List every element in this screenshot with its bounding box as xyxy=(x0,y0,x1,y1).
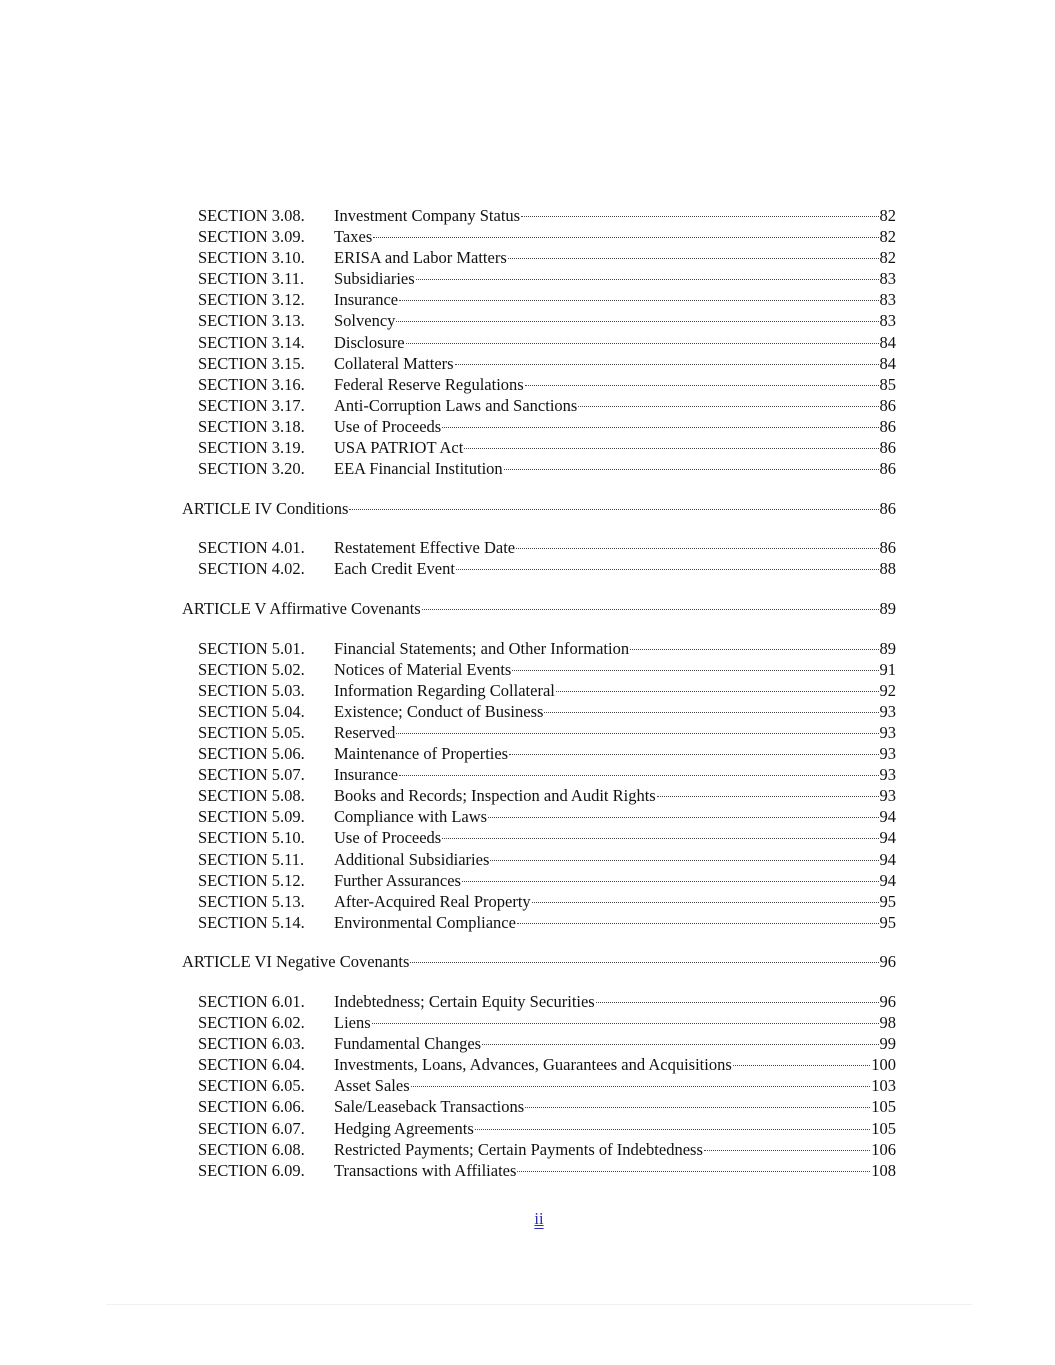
toc-section-entry[interactable] xyxy=(182,332,896,353)
dot-leader xyxy=(525,1107,870,1108)
toc-section-entry[interactable] xyxy=(182,268,896,289)
section-title: Hedging Agreements xyxy=(334,1118,474,1138)
dot-leader xyxy=(544,712,878,713)
section-number: SECTION 6.08. xyxy=(198,1139,305,1159)
dot-leader xyxy=(517,923,879,924)
section-number: SECTION 5.12. xyxy=(198,870,305,890)
page-reference: 106 xyxy=(871,1139,896,1159)
page-reference: 93 xyxy=(879,744,896,764)
page-reference: 88 xyxy=(879,559,896,579)
dot-leader xyxy=(442,427,878,428)
section-number: SECTION 3.08. xyxy=(198,206,305,225)
section-number: SECTION 5.11. xyxy=(198,849,305,869)
section-number: SECTION 5.14. xyxy=(198,912,305,932)
dot-leader xyxy=(504,469,879,470)
section-number: SECTION 6.07. xyxy=(198,1118,305,1138)
section-number: SECTION 5.01. xyxy=(198,638,305,658)
section-title: Information Regarding Collateral xyxy=(334,680,555,700)
page-reference: 95 xyxy=(879,891,896,911)
page-reference: 82 xyxy=(879,227,896,247)
section-title: Disclosure xyxy=(334,332,405,352)
section-title: Use of Proceeds xyxy=(334,416,442,436)
page-reference: 100 xyxy=(871,1055,896,1075)
page-reference: 95 xyxy=(879,912,896,932)
section-number: SECTION 5.09. xyxy=(198,807,305,827)
page-reference: 94 xyxy=(879,828,896,848)
section-number: SECTION 6.04. xyxy=(198,1055,305,1075)
section-title: Maintenance of Properties xyxy=(334,744,509,764)
toc-section-entry[interactable] xyxy=(182,374,896,395)
section-number: SECTION 5.13. xyxy=(198,891,305,911)
toc-section-entry[interactable] xyxy=(182,806,896,827)
page-reference: 83 xyxy=(879,311,896,331)
dot-leader xyxy=(516,548,878,549)
section-title: Fundamental Changes xyxy=(334,1034,482,1054)
toc-section-entry[interactable] xyxy=(182,558,896,579)
page-reference: 85 xyxy=(879,374,896,394)
page-reference: 86 xyxy=(879,538,896,558)
page-reference: 92 xyxy=(879,680,896,700)
toc-section-entry[interactable] xyxy=(182,891,896,912)
dot-leader xyxy=(456,569,879,570)
toc-section-entry[interactable] xyxy=(182,1096,896,1117)
dot-leader xyxy=(517,1171,870,1172)
page-reference: 96 xyxy=(879,952,896,972)
toc-section-entry[interactable] xyxy=(182,247,896,268)
dot-leader xyxy=(488,817,878,818)
section-title: Reserved xyxy=(334,722,396,742)
section-number: SECTION 3.20. xyxy=(198,459,305,479)
article-title: ARTICLE IV Conditions xyxy=(182,498,349,518)
section-number: SECTION 5.05. xyxy=(198,722,305,742)
section-title: Investments, Loans, Advances, Guarantees and Acquisitions xyxy=(334,1055,732,1075)
page-reference: 86 xyxy=(879,459,896,479)
page-reference: 91 xyxy=(879,659,896,679)
page-reference: 93 xyxy=(879,701,896,721)
page-reference: 83 xyxy=(879,269,896,289)
dot-leader xyxy=(556,691,879,692)
toc-section-entry[interactable] xyxy=(182,437,896,458)
section-title: Compliance with Laws xyxy=(334,807,488,827)
section-title: Financial Statements; and Other Information xyxy=(334,638,630,658)
section-number: SECTION 3.10. xyxy=(198,248,305,268)
dot-leader xyxy=(596,1002,879,1003)
dot-leader xyxy=(411,1086,871,1087)
toc-section-entry[interactable] xyxy=(182,991,896,1012)
section-title: After-Acquired Real Property xyxy=(334,891,531,911)
section-title: Insurance xyxy=(334,765,399,785)
page-reference: 82 xyxy=(879,206,896,225)
page-reference: 103 xyxy=(871,1076,896,1096)
toc-section-entry[interactable] xyxy=(182,785,896,806)
dot-leader xyxy=(657,796,879,797)
dot-leader xyxy=(630,649,878,650)
dot-leader xyxy=(704,1150,870,1151)
section-number: SECTION 4.01. xyxy=(198,538,305,558)
section-number: SECTION 5.04. xyxy=(198,701,305,721)
page-reference: 105 xyxy=(871,1118,896,1138)
section-title: Solvency xyxy=(334,311,396,331)
page-reference: 93 xyxy=(879,786,896,806)
dot-leader xyxy=(422,609,879,610)
page-reference: 105 xyxy=(871,1097,896,1117)
section-title: Anti-Corruption Laws and Sanctions xyxy=(334,395,578,415)
section-number: SECTION 6.05. xyxy=(198,1076,305,1096)
page-reference: 108 xyxy=(871,1160,896,1180)
toc-section-entry[interactable] xyxy=(182,849,896,870)
page-reference: 99 xyxy=(879,1034,896,1054)
dot-leader xyxy=(462,881,879,882)
page-reference: 86 xyxy=(879,438,896,458)
section-title: Indebtedness; Certain Equity Securities xyxy=(334,992,595,1011)
dot-leader xyxy=(532,902,879,903)
section-title: Asset Sales xyxy=(334,1076,410,1096)
dot-leader xyxy=(396,733,878,734)
toc-section-entry[interactable] xyxy=(182,638,896,659)
toc-section-entry[interactable] xyxy=(182,1033,896,1054)
section-number: SECTION 3.11. xyxy=(198,269,305,289)
section-title: Notices of Material Events xyxy=(334,659,512,679)
page-reference: 86 xyxy=(879,395,896,415)
page-reference: 84 xyxy=(879,332,896,352)
dot-leader xyxy=(525,385,879,386)
section-number: SECTION 3.14. xyxy=(198,332,305,352)
dot-leader xyxy=(578,406,878,407)
section-number: SECTION 3.09. xyxy=(198,227,305,247)
toc-section-entry[interactable] xyxy=(182,743,896,764)
toc-section-entry[interactable] xyxy=(182,537,896,558)
page-number-link[interactable]: ii xyxy=(534,1209,544,1228)
dot-leader xyxy=(416,279,879,280)
section-title: Collateral Matters xyxy=(334,353,454,373)
section-title: Additional Subsidiaries xyxy=(334,849,490,869)
dot-leader xyxy=(373,237,878,238)
table-of-contents xyxy=(182,205,896,1181)
toc-section-entry[interactable] xyxy=(182,1160,896,1181)
toc-section-entry[interactable] xyxy=(182,353,896,374)
toc-section-entry[interactable] xyxy=(182,395,896,416)
dot-leader xyxy=(410,962,878,963)
page-reference: 98 xyxy=(879,1013,896,1033)
section-number: SECTION 3.13. xyxy=(198,311,305,331)
section-number: SECTION 6.02. xyxy=(198,1013,305,1033)
toc-section-entry[interactable] xyxy=(182,416,896,437)
section-title: EEA Financial Institution xyxy=(334,459,503,479)
toc-section-entry[interactable] xyxy=(182,722,896,743)
section-title: Existence; Conduct of Business xyxy=(334,701,544,721)
section-number: SECTION 6.06. xyxy=(198,1097,305,1117)
article-title: ARTICLE VI Negative Covenants xyxy=(182,952,410,972)
toc-section-entry[interactable] xyxy=(182,912,896,933)
section-title: ERISA and Labor Matters xyxy=(334,248,507,268)
section-number: SECTION 6.09. xyxy=(198,1160,305,1180)
section-title: Use of Proceeds xyxy=(334,828,442,848)
section-number: SECTION 4.02. xyxy=(198,559,305,579)
dot-leader xyxy=(349,509,878,510)
page-reference: 86 xyxy=(879,498,896,518)
dot-leader xyxy=(399,775,878,776)
section-title: Liens xyxy=(334,1013,371,1033)
section-number: SECTION 5.07. xyxy=(198,765,305,785)
page-reference: 89 xyxy=(879,599,896,618)
dot-leader xyxy=(442,838,878,839)
section-number: SECTION 3.18. xyxy=(198,416,305,436)
toc-section-entry[interactable] xyxy=(182,289,896,310)
article-title: ARTICLE V Affirmative Covenants xyxy=(182,599,421,618)
page-reference: 89 xyxy=(879,638,896,658)
toc-section-entry[interactable] xyxy=(182,310,896,331)
section-number: SECTION 3.15. xyxy=(198,353,305,373)
section-title: Insurance xyxy=(334,290,399,310)
dot-leader xyxy=(509,754,878,755)
section-number: SECTION 3.17. xyxy=(198,395,305,415)
page-reference: 86 xyxy=(879,416,896,436)
section-title: Federal Reserve Regulations xyxy=(334,374,524,394)
section-number: SECTION 6.03. xyxy=(198,1034,305,1054)
dot-leader xyxy=(455,364,879,365)
section-title: Each Credit Event xyxy=(334,559,455,579)
section-title: Books and Records; Inspection and Audit Rights xyxy=(334,786,656,806)
toc-section-entry[interactable] xyxy=(182,205,896,226)
page-reference: 82 xyxy=(879,248,896,268)
toc-section-entry[interactable] xyxy=(182,226,896,247)
toc-article-entry[interactable] xyxy=(182,951,896,972)
toc-section-entry[interactable] xyxy=(182,1075,896,1096)
page-reference: 94 xyxy=(879,870,896,890)
toc-section-entry[interactable] xyxy=(182,764,896,785)
section-title: Sale/Leaseback Transactions xyxy=(334,1097,525,1117)
dot-leader xyxy=(521,216,878,217)
dot-leader xyxy=(482,1044,878,1045)
section-number: SECTION 5.08. xyxy=(198,786,305,806)
toc-section-entry[interactable] xyxy=(182,680,896,701)
toc-section-entry[interactable] xyxy=(182,870,896,891)
section-number: SECTION 5.06. xyxy=(198,744,305,764)
dot-leader xyxy=(475,1129,870,1130)
dot-leader xyxy=(508,258,879,259)
toc-section-entry[interactable] xyxy=(182,1054,896,1075)
toc-section-entry[interactable] xyxy=(182,701,896,722)
page-divider xyxy=(106,1304,972,1305)
dot-leader xyxy=(733,1065,871,1066)
section-title: Investment Company Status xyxy=(334,206,521,225)
section-number: SECTION 3.19. xyxy=(198,438,305,458)
page-reference: 93 xyxy=(879,765,896,785)
section-number: SECTION 5.10. xyxy=(198,828,305,848)
toc-section-entry[interactable] xyxy=(182,1139,896,1160)
toc-section-entry[interactable] xyxy=(182,1012,896,1033)
dot-leader xyxy=(396,321,878,322)
page-reference: 84 xyxy=(879,353,896,373)
toc-section-entry[interactable] xyxy=(182,1118,896,1139)
toc-article-entry[interactable] xyxy=(182,498,896,519)
section-title: Restatement Effective Date xyxy=(334,538,516,558)
dot-leader xyxy=(399,300,878,301)
dot-leader xyxy=(372,1023,879,1024)
section-title: Environmental Compliance xyxy=(334,912,516,932)
section-title: USA PATRIOT Act xyxy=(334,438,464,458)
toc-section-entry[interactable] xyxy=(182,659,896,680)
section-number: SECTION 3.16. xyxy=(198,374,305,394)
toc-section-entry[interactable] xyxy=(182,458,896,479)
section-number: SECTION 5.02. xyxy=(198,659,305,679)
page-reference: 83 xyxy=(879,290,896,310)
section-title: Restricted Payments; Certain Payments of Indebtedness xyxy=(334,1139,703,1159)
toc-section-entry[interactable] xyxy=(182,827,896,848)
dot-leader xyxy=(406,343,879,344)
section-number: SECTION 3.12. xyxy=(198,290,305,310)
page-reference: 96 xyxy=(879,992,896,1011)
dot-leader xyxy=(512,670,878,671)
page-reference: 93 xyxy=(879,722,896,742)
page-reference: 94 xyxy=(879,849,896,869)
section-title: Subsidiaries xyxy=(334,269,415,289)
dot-leader xyxy=(490,860,878,861)
section-number: SECTION 5.03. xyxy=(198,680,305,700)
page-reference: 94 xyxy=(879,807,896,827)
section-title: Taxes xyxy=(334,227,373,247)
toc-article-entry[interactable] xyxy=(182,598,896,619)
dot-leader xyxy=(464,448,878,449)
section-title: Further Assurances xyxy=(334,870,461,890)
section-number: SECTION 6.01. xyxy=(198,992,305,1011)
section-title: Transactions with Affiliates xyxy=(334,1160,517,1180)
